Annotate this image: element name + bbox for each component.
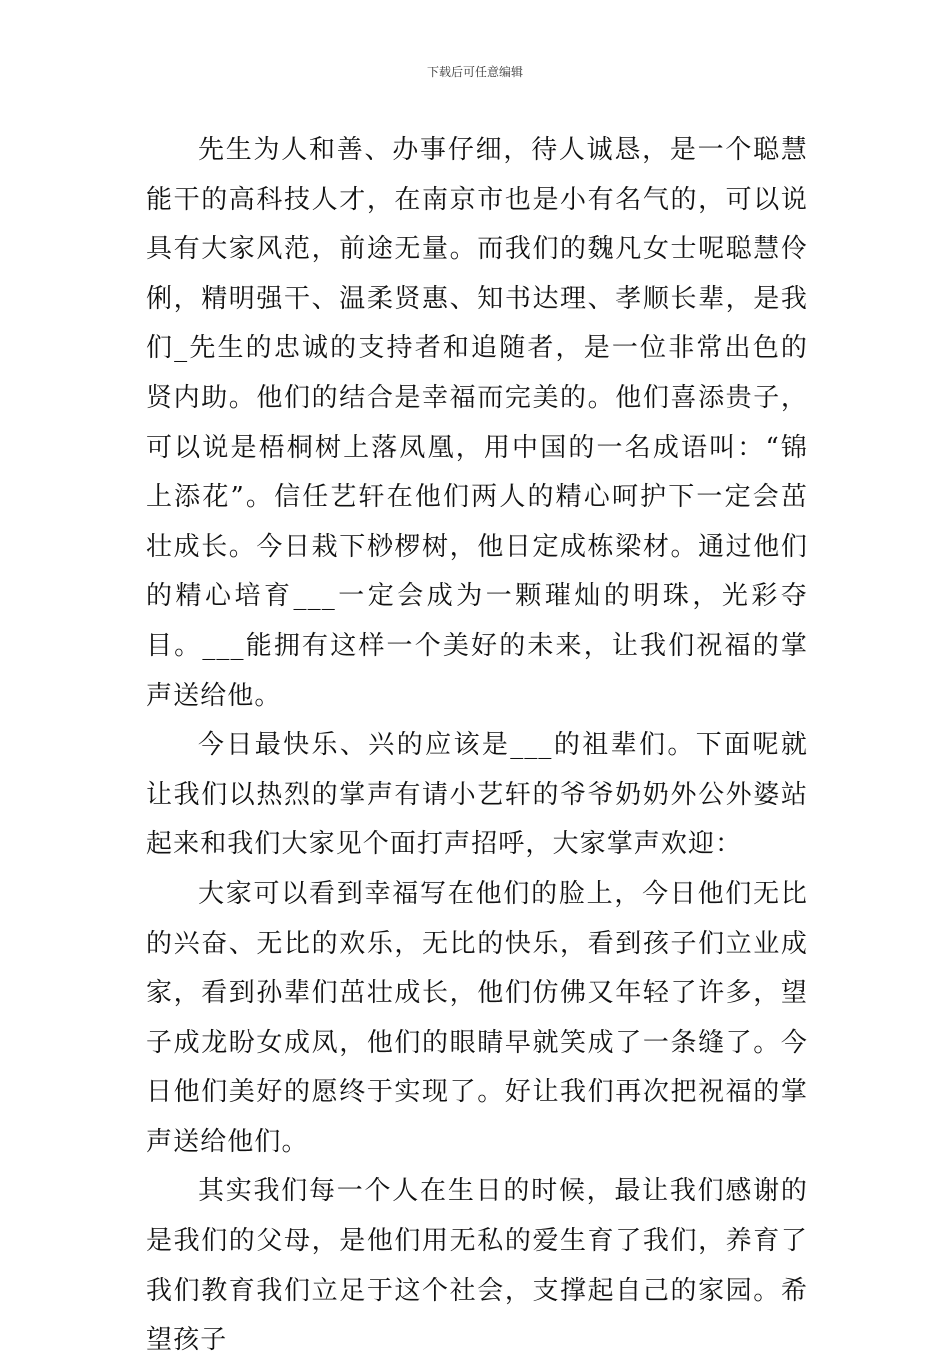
document-body	[146, 126, 808, 1366]
body-paragraph-2: 今日最快乐、兴的应该是___的祖辈们。下面呢就让我们以热烈的掌声有请小艺轩的爷爷奶奶外公外婆站起来和我们大家见个面打声招呼，大家掌声欢迎：	[146, 730, 808, 860]
body-paragraph-3: 大家可以看到幸福写在他们的脸上，今日他们无比的兴奋、无比的欢乐，无比的快乐，看到孩子们立业成家，看到孙辈们茁壮成长，他们仿佛又年轻了许多，望子成龙盼女成凤，他们的眼睛早就笑成了一条缝了。今日他们美好的愿终于实现了。好让我们再次把祝福的掌声送给他们。	[146, 878, 808, 1157]
body-paragraph-1: 先生为人和善、办事仔细，待人诚恳，是一个聪慧能干的高科技人才，在南京市也是小有名气的，可以说具有大家风范，前途无量。而我们的魏凡女士呢聪慧伶俐，精明强干、温柔贤惠、知书达理、孝顺长辈，是我们_先生的忠诚的支持者和追随者，是一位非常出色的贤内助。他们的结合是幸福而完美的。他们喜添贵子，可以说是梧桐树上落凤凰，用中国的一名成语叫：“锦上添花”。信任艺轩在他们两人的精心呵护下一定会茁壮成长。今日栽下桫椤树，他日定成栋梁材。通过他们的精心培育___一定会成为一颗璀灿的明珠，光彩夺目。___能拥有这样一个美好的未来，让我们祝福的掌声送给他。	[146, 135, 808, 711]
body-paragraph-4: 其实我们每一个人在生日的时候，最让我们感谢的是我们的父母，是他们用无私的爱生育了我们，养育了我们教育我们立足于这个社会，支撑起自己的家园。希望孩子	[146, 1176, 808, 1356]
page-header: 下载后可任意编辑	[426, 65, 523, 79]
